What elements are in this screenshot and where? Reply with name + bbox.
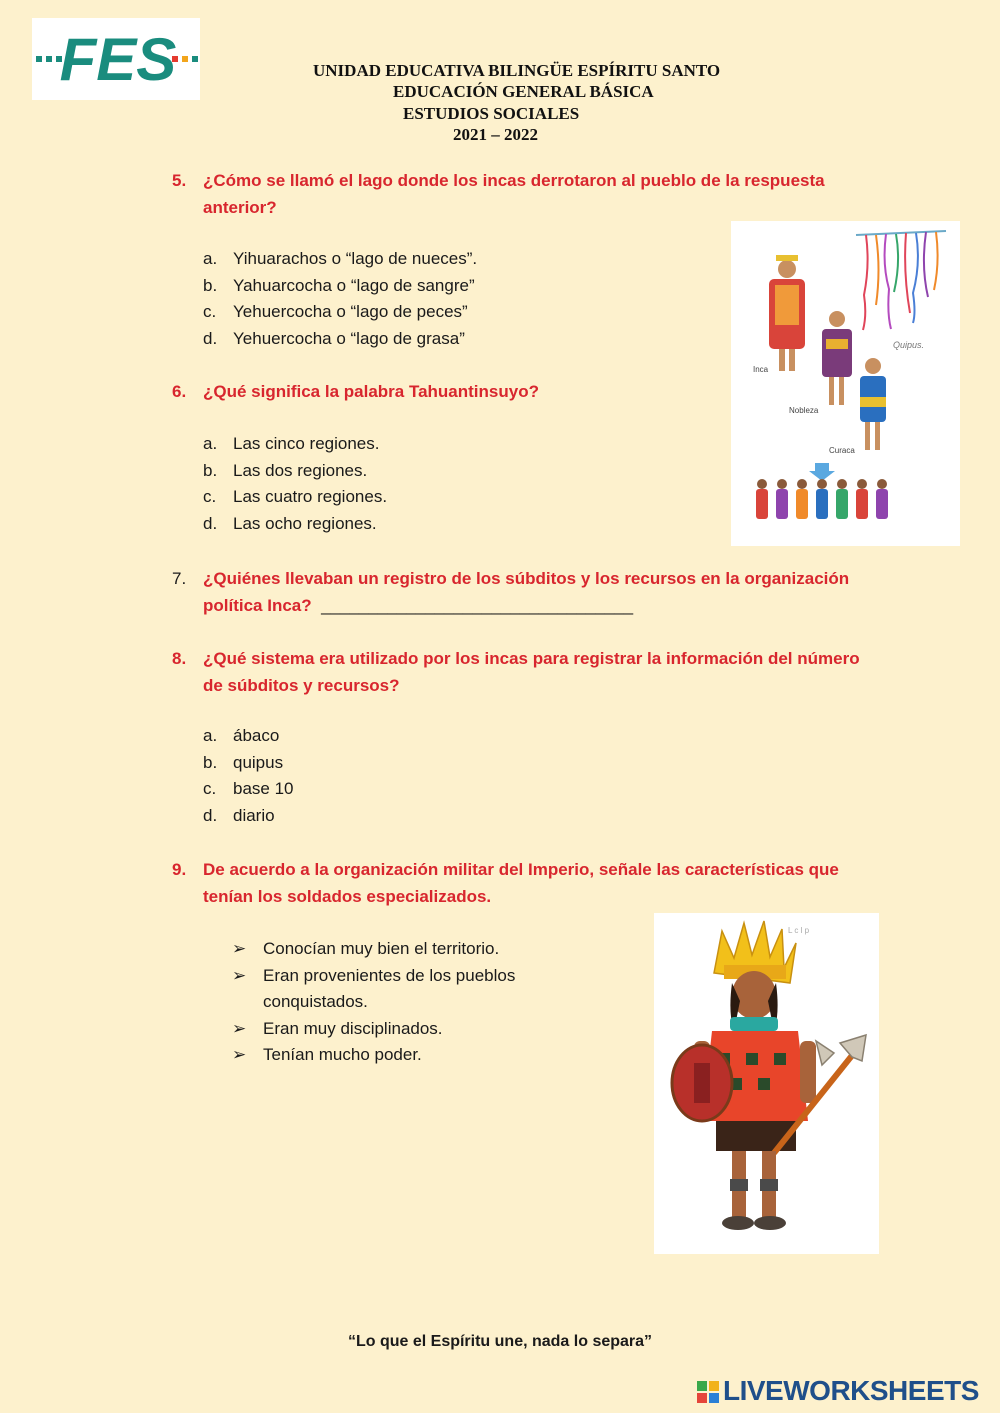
question-8 (172, 645, 872, 699)
question-number: 7. (172, 569, 187, 588)
question-6-options (203, 431, 387, 538)
label-nobleza: Nobleza (789, 406, 819, 415)
question-8-options (203, 723, 294, 830)
education-level: EDUCACIÓN GENERAL BÁSICA (393, 82, 654, 101)
school-motto: “Lo que el Espíritu une, nada lo separa” (347, 1333, 653, 1350)
question-5 (172, 167, 872, 221)
watermark-text: LIVEWORKSHEETS (723, 1375, 979, 1406)
school-logo (32, 18, 200, 100)
question-number: 8. (172, 649, 187, 668)
fes-logo-graphic (32, 18, 200, 100)
liveworksheets-watermark (697, 1375, 979, 1407)
school-year: 2021 – 2022 (453, 125, 538, 144)
logo-text: FES (59, 26, 177, 93)
question-text: De acuerdo a la organización militar del Imperio, señale las características que tenían los soldados especializados. (203, 860, 839, 906)
option-item[interactable]: a. Yihuarachos o “lago de nueces”. (203, 249, 478, 268)
question-text: ¿Cómo se llamó el lago donde los incas derrotaron al pueblo de la respuesta anterior? (203, 171, 825, 217)
question-9-bullets (232, 936, 562, 1069)
option-item[interactable]: c. Yehuercocha o “lago de peces” (203, 302, 468, 322)
warrior-side-text: L c l p (788, 926, 810, 935)
bullet-item[interactable]: ➢ Conocían muy bien el territorio. (232, 936, 562, 963)
arrow-bullet-icon: ➢ (232, 1018, 247, 1038)
question-5-options (203, 246, 477, 353)
option-item[interactable]: b. Las dos regiones. (203, 460, 368, 480)
option-item[interactable]: c. base 10 (203, 779, 294, 799)
label-inca: Inca (753, 365, 769, 374)
inca-warrior-figure (654, 913, 879, 1254)
arrow-bullet-icon: ➢ (232, 939, 247, 958)
question-7 (172, 565, 872, 619)
bullet-item[interactable]: ➢ Eran muy disciplinados. (232, 1016, 562, 1043)
option-item[interactable]: a. Las cinco regiones. (203, 434, 380, 453)
option-item[interactable]: b. Yahuarcocha o “lago de sangre” (203, 275, 475, 295)
school-name: UNIDAD EDUCATIVA BILINGÜE ESPÍRITU SANTO (313, 61, 721, 80)
option-item[interactable]: d. Las ocho regiones. (203, 514, 377, 534)
bullet-item[interactable]: ➢ Tenían mucho poder. (232, 1042, 562, 1069)
option-item[interactable]: d. Yehuercocha o “lago de grasa” (203, 329, 465, 349)
liveworksheets-logo-icon (697, 1378, 721, 1402)
inca-hierarchy-figure (731, 221, 960, 546)
option-item[interactable]: c. Las cuatro regiones. (203, 487, 388, 507)
answer-blank[interactable]: _________________________________ (321, 596, 634, 615)
question-text: ¿Qué significa la palabra Tahuantinsuyo? (203, 382, 539, 401)
option-item[interactable]: b. quipus (203, 752, 284, 772)
bullet-item[interactable]: ➢ Eran provenientes de los pueblos conquistados. (232, 963, 562, 1016)
warrior-illustration (654, 913, 879, 1254)
arrow-bullet-icon: ➢ (232, 965, 247, 985)
question-text: ¿Quiénes llevaban un registro de los súbditos y los recursos en la organización política Inca? (203, 569, 850, 615)
subject-name: ESTUDIOS SOCIALES (403, 104, 580, 123)
question-text: ¿Qué sistema era utilizado por los incas para registrar la información del número de súbditos y recursos? (203, 649, 860, 695)
hierarchy-illustration (731, 221, 960, 546)
question-number: 6. (172, 382, 187, 401)
question-9 (172, 856, 872, 910)
label-curaca: Curaca (829, 446, 855, 455)
option-item[interactable]: a. ábaco (203, 726, 280, 745)
label-quipus: Quipus. (893, 340, 925, 350)
option-item[interactable]: d. diario (203, 806, 275, 826)
arrow-bullet-icon: ➢ (232, 1045, 247, 1065)
question-number: 9. (172, 860, 187, 879)
question-number: 5. (172, 171, 187, 190)
